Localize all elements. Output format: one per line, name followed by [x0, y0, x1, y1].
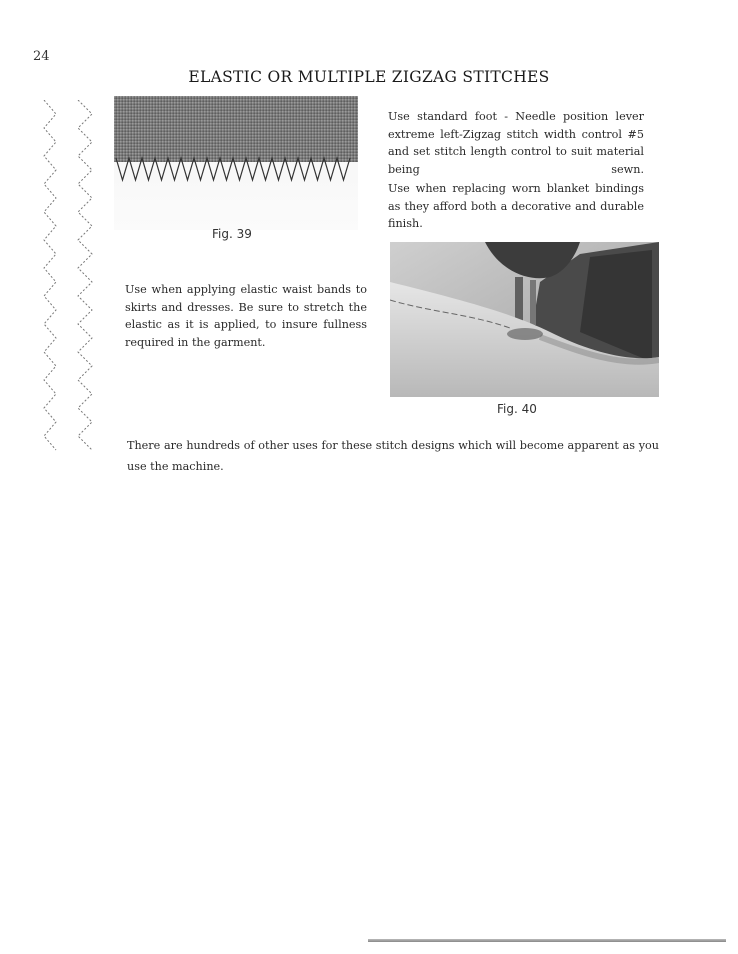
fig-39-caption: Fig. 39: [212, 227, 252, 241]
fig-40-sewing-machine-image: [390, 242, 659, 397]
instruction-paragraph: [388, 108, 644, 178]
fig-40-caption: Fig. 40: [497, 402, 537, 416]
fig-39-fabric-swatch-image: [114, 96, 358, 230]
margin-zigzag-decoration: [38, 100, 108, 452]
closing-paragraph: There are hundreds of other uses for these stitch designs which will become apparent as you use the machine.: [127, 439, 659, 473]
instruction-text: Use standard foot - Needle position lever extreme left-Zigzag stitch width control #5 and set stitch length control to suit material being sewn.: [388, 110, 644, 176]
footer-rule: [368, 939, 726, 942]
page-title: ELASTIC OR MULTIPLE ZIGZAG STITCHES: [188, 68, 550, 86]
page-number: 24: [33, 49, 50, 64]
elastic-waistband-paragraph: Use when applying elastic waist bands to skirts and dresses. Be sure to stretch the elastic as it is applied, to insure fullness required in the garment.: [125, 283, 367, 349]
blanket-binding-paragraph: Use when replacing worn blanket bindings as they afford both a decorative and durable finish.: [388, 182, 644, 230]
